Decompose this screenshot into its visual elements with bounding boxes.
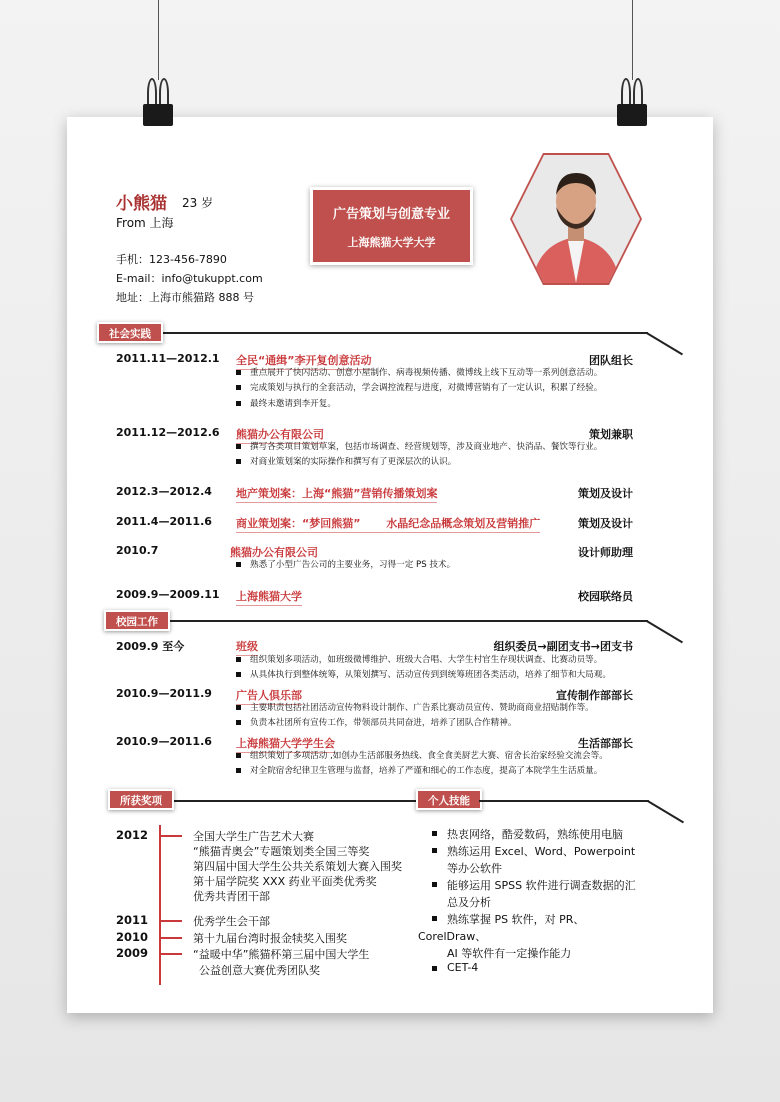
section-divider xyxy=(170,800,420,802)
major: 广告策划与创意专业 xyxy=(332,207,450,222)
award-item: “熊猫青奥会”专题策划类全国三等奖 xyxy=(193,845,370,858)
section-header-campus: 校园工作 xyxy=(104,610,170,631)
entry-role: 团队组长 xyxy=(589,354,633,367)
phone: 手机：123-456-7890 xyxy=(116,253,227,266)
section-header-awards: 所获奖项 xyxy=(108,789,174,810)
award-item: 全国大学生广告艺术大赛 xyxy=(193,830,314,843)
entry-role: 设计师助理 xyxy=(578,546,633,559)
skill-item: CorelDraw、 xyxy=(418,930,487,943)
candidate-name: 小熊猫 xyxy=(116,194,167,214)
entry-title: 地产策划案：上海“熊猫”营销传播策划案 xyxy=(236,485,437,503)
entry-title: 熊猫办公有限公司 xyxy=(230,546,318,559)
skill-item: 熟练掌握 PS 软件，对 PR、 xyxy=(432,911,584,927)
entry-title: 上海熊猫大学学生会 xyxy=(236,735,335,753)
award-item: 第十九届台湾时报金犊奖入围奖 xyxy=(193,932,347,945)
entry-date: 2010.9—2011.6 xyxy=(116,735,212,748)
bullet-item: 对商业策划案的实际操作和撰写有了更深层次的认识。 xyxy=(236,455,456,467)
bullet-item: 组织策划了多项活动 ,如创办生活部服务热线、食全食美厨艺大赛、宿舍长治家经验交流会等。 xyxy=(236,749,608,761)
entry-role: 宣传制作部部长 xyxy=(556,689,633,702)
award-year: 2010 xyxy=(116,930,149,944)
entry-role: 生活部部长 xyxy=(578,737,633,750)
entry-role: 组织委员→副团支书→团支书 xyxy=(493,640,633,653)
bullet-item: 对全院宿舍纪律卫生管理与监督，培养了严谨和细心的工作态度，提高了本院学生生活质量。 xyxy=(236,764,602,776)
bullet-item: 主要职责包括社团活动宣传物料设计制作、广告系比赛动员宣传、赞助商商业招贴制作等。 xyxy=(236,701,594,713)
award-year: 2011 xyxy=(116,913,149,927)
skill-item: 等办公软件 xyxy=(447,862,502,875)
award-item: 第四届中国大学生公共关系策划大赛入围奖 xyxy=(193,860,402,873)
section-divider xyxy=(166,620,648,622)
skill-item: 熟练运用 Excel、Word、Powerpoint xyxy=(432,843,635,859)
bullet-item: 负责本社团所有宣传工作，带领部员共同奋进，培养了团队合作精神。 xyxy=(236,716,516,728)
award-item: 优秀学生会干部 xyxy=(193,915,270,928)
bullet-item: 完成策划与执行的全套活动，学会调控流程与进度，对微博营销有了一定认识，积累了经验。 xyxy=(236,381,602,393)
skill-item: AI 等软件有一定操作能力 xyxy=(447,947,572,960)
entry-date: 2010.9—2011.9 xyxy=(116,687,212,700)
section-divider xyxy=(479,800,649,802)
timeline-tick xyxy=(160,953,182,955)
entry-role: 策划兼职 xyxy=(589,428,633,441)
section-header-skills: 个人技能 xyxy=(416,789,482,810)
education-box xyxy=(310,187,473,265)
candidate-age: 23 岁 xyxy=(182,196,214,210)
address: 地址：上海市熊猫路 888 号 xyxy=(116,291,254,304)
entry-role: 策划及设计 xyxy=(578,487,633,500)
bullet-item: 最终未邀请到李开复。 xyxy=(236,397,336,409)
entry-date: 2011.12—2012.6 xyxy=(116,426,220,439)
timeline-tick xyxy=(160,937,182,939)
bullet-item: 撰写各类项目策划草案，包括市场调查、经营规划等，涉及商业地产、快消品、餐饮等行业。 xyxy=(236,440,602,452)
skill-item: 总及分析 xyxy=(447,896,491,909)
timeline-tick xyxy=(160,835,182,837)
award-item: 公益创意大赛优秀团队奖 xyxy=(199,964,320,977)
entry-title: 广告人俱乐部 xyxy=(236,687,302,705)
entry-date: 2012.3—2012.4 xyxy=(116,485,212,498)
hanging-string xyxy=(632,0,633,80)
award-year: 2009 xyxy=(116,946,149,960)
bullet-item: 组织策划多项活动，如班级微博维护、班级大合唱、大学生村官生存现状调查、比赛动员等。 xyxy=(236,653,602,665)
awards-timeline xyxy=(159,825,161,985)
skill-item: 热衷网络，酷爱数码，熟练使用电脑 xyxy=(432,826,623,842)
award-item: 优秀共青团干部 xyxy=(193,890,270,903)
entry-role: 策划及设计 xyxy=(578,517,633,530)
email: E-mail：info@tukuppt.com xyxy=(116,272,263,285)
section-header-social: 社会实践 xyxy=(97,322,163,343)
entry-date: 2009.9—2009.11 xyxy=(116,588,220,601)
entry-title: 商业策划案：“梦回熊猫” 水晶纪念品概念策划及营销推广 xyxy=(236,515,540,533)
timeline-tick xyxy=(160,920,182,922)
binder-clip-icon xyxy=(143,78,173,126)
skill-item: 能够运用 SPSS 软件进行调查数据的汇 xyxy=(432,877,636,893)
entry-role: 校园联络员 xyxy=(578,590,633,603)
entry-title: 班级 xyxy=(236,638,258,656)
entry-date: 2009.9 至今 xyxy=(116,640,185,653)
entry-date: 2011.4—2011.6 xyxy=(116,515,212,528)
bullet-item: 重点展开了快闪活动、创意小屋制作、病毒视频传播、微博线上线下互动等一系列创意活动。 xyxy=(236,366,602,378)
award-item: 第十届学院奖 XXX 药业平面类优秀奖 xyxy=(193,875,377,888)
skill-item: CET-4 xyxy=(432,961,478,974)
award-year: 2012 xyxy=(116,828,149,842)
bullet-item: 从具体执行到整体统筹，从策划撰写、活动宣传到到统筹班团各类活动，培养了细节和大局观。 xyxy=(236,668,611,680)
entry-date: 2011.11—2012.1 xyxy=(116,352,220,365)
hometown: From 上海 xyxy=(116,216,174,230)
entry-date: 2010.7 xyxy=(116,544,159,557)
entry-title: 全民“通缉”李开复创意活动 xyxy=(236,352,371,370)
award-item: “益暖中华”熊猫杯第三届中国大学生 xyxy=(193,948,370,961)
entry-title: 熊猫办公有限公司 xyxy=(236,426,324,444)
binder-clip-icon xyxy=(617,78,647,126)
entry-title: 上海熊猫大学 xyxy=(236,588,302,606)
school: 上海熊猫大学大学 xyxy=(347,236,436,249)
hanging-string xyxy=(158,0,159,80)
bullet-item: 熟悉了小型广告公司的主要业务，习得一定 PS 技术。 xyxy=(236,558,455,570)
section-divider xyxy=(159,332,648,334)
